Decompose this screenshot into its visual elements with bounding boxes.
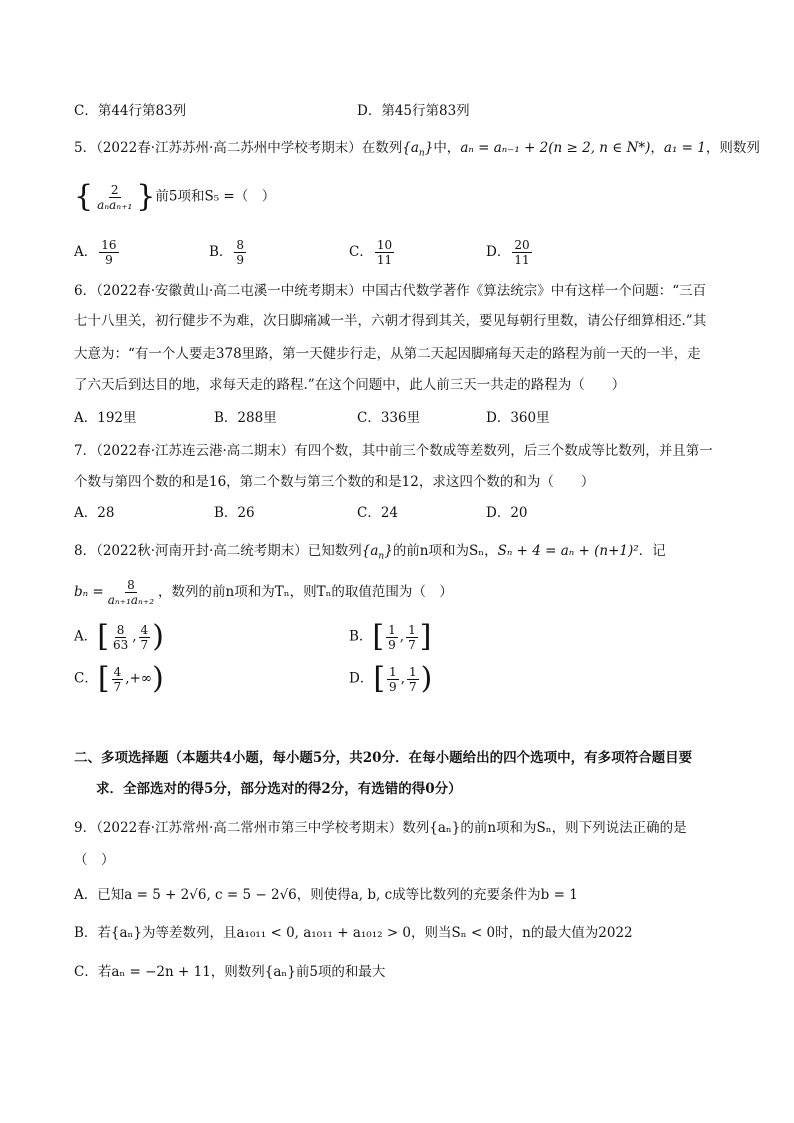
q4-option-c: C．第44行第83列 xyxy=(74,103,187,119)
q6-line3: 大意为：“有一个人要走378里路，第一天健步行走，从第二天起因脚痛每天走的路程为前一天的一半，走 xyxy=(74,346,701,362)
fraction-numerator: 20 xyxy=(514,238,530,252)
q5-frac-num: 2 xyxy=(110,182,119,197)
option-label: B． xyxy=(209,244,233,260)
interval-bound-fraction xyxy=(406,623,418,652)
fraction-numerator: 4 xyxy=(140,622,149,637)
interval-close-bracket: ] xyxy=(419,619,432,654)
fraction-denominator: 9 xyxy=(389,679,397,694)
q4-option-d: D．第45行第83列 xyxy=(357,103,470,119)
q8-option-a xyxy=(74,619,164,654)
option-label: A． xyxy=(74,244,98,260)
q8-formula: Sₙ + 4 = aₙ + (n+1)² xyxy=(497,543,639,559)
interval-bound-fraction xyxy=(139,623,151,652)
q9-option-c: C．若aₙ = −2n + 11，则数列{aₙ}前5项的和最大 xyxy=(74,964,386,980)
q6-option-c: C．336里 xyxy=(357,410,421,426)
fraction-denominator: 11 xyxy=(376,253,393,267)
q6-line4: 了六天后到达目的地，求每天走的路程.”在这个问题中，此人前三天一共走的路程为（ ） xyxy=(74,377,626,393)
option-fraction xyxy=(375,238,394,267)
fraction-denominator: 9 xyxy=(105,253,113,267)
q5-recurrence: aₙ = aₙ₋₁ + 2(n ≥ 2, n ∈ N*) xyxy=(460,140,651,156)
q7-line2: 个数与第四个数的和是16，第二个数与第三个数的和是12，求这四个数的和为（ ） xyxy=(74,474,595,490)
q9-option-b: B．若{aₙ}为等差数列，且a₁₀₁₁ < 0, a₁₀₁₁ + a₁₀₁₂ > 0，则当Sₙ < 0时，n的最大值为2022 xyxy=(74,925,633,941)
option-label: D． xyxy=(349,670,374,687)
q8-line2-tail: ，数列的前n项和为Tₙ，则Tₙ的取值范围为（ ） xyxy=(158,584,453,600)
q6-line1: 6．（2022春·安徽黄山·高二屯溪一中统考期末）中国古代数学著作《算法统宗》中有这样一个问题：“三百 xyxy=(74,283,707,299)
q7-option-b: B．26 xyxy=(214,505,255,521)
fraction-denominator: 7 xyxy=(140,637,149,652)
q6-option-a: A．192里 xyxy=(74,410,137,426)
q5-option-a xyxy=(74,238,121,267)
q8-bn-num: 8 xyxy=(127,578,135,592)
interval-close-bracket: ) xyxy=(152,661,164,696)
interval-bound-fraction xyxy=(407,665,419,694)
q5-option-d xyxy=(486,238,534,267)
fraction-numerator: 1 xyxy=(389,664,397,679)
q8-option-b xyxy=(349,619,432,654)
interval-open-bracket: [ xyxy=(97,661,110,696)
q8-bn-lhs: bₙ = xyxy=(74,584,104,600)
q7-option-a: A．28 xyxy=(74,505,115,521)
q6-line2: 七十八里关，初行健步不为难，次日脚痛减一半，六朝才得到其关，要见每朝行里数，请公仔细算相还.”其 xyxy=(74,313,707,329)
q5-stem-suffix: ，则数列 xyxy=(705,140,760,156)
interval-close-bracket: ) xyxy=(152,619,164,654)
option-label: C． xyxy=(74,670,98,687)
interval-comma: , xyxy=(125,670,130,687)
q8-line2 xyxy=(74,578,453,607)
interval-open-bracket: [ xyxy=(97,619,109,654)
option-fraction xyxy=(99,238,118,267)
option-fraction xyxy=(512,238,531,267)
interval-bound-fraction xyxy=(387,665,399,694)
q7-option-c: C．24 xyxy=(357,505,399,521)
interval-close-bracket: ) xyxy=(420,661,433,696)
option-label: B． xyxy=(349,628,373,645)
q5-fraction xyxy=(95,183,134,212)
interval-bound: +∞ xyxy=(129,670,153,687)
fraction-denominator: 7 xyxy=(408,637,416,652)
section2-header-line2: 求．全部选对的得5分，部分选对的得2分，有选错的得0分） xyxy=(96,781,462,797)
q5-stem-tail: 前5项和S₅ =（ ） xyxy=(155,188,276,205)
fraction-numerator: 4 xyxy=(113,664,122,679)
option-label: C． xyxy=(349,244,373,260)
q8-line1-tail: ．记 xyxy=(638,543,666,559)
fraction-denominator: 11 xyxy=(514,253,530,267)
fraction-numerator: 1 xyxy=(408,664,417,679)
q5-frac-den: aₙaₙ₊₁ xyxy=(97,197,133,212)
fraction-numerator: 10 xyxy=(376,238,393,252)
q9-line2: （ ） xyxy=(74,852,115,868)
interval-comma: , xyxy=(132,628,137,645)
q8-line1-prefix: 8．（2022秋·河南开封·高二统考期末）已知数列 xyxy=(74,543,362,559)
fraction-numerator: 8 xyxy=(116,622,125,637)
interval-open-bracket: [ xyxy=(372,619,385,654)
interval-bound-fraction xyxy=(111,623,130,652)
q5-stem-line1: 5．（2022春·江苏苏州·高二苏州中学校考期末）在数列$\{a_n\}$中，aₙ = aₙ₋₁ + 2(n ≥ 2, n ∈ N*)，a₁ = 1，则数列 xyxy=(74,140,760,159)
option-label: D． xyxy=(486,244,511,260)
q7-line1: 7．（2022春·江苏连云港·高二期末）有四个数，其中前三个数成等差数列，后三个数成等比数列，并且第一 xyxy=(74,443,713,459)
q8-bn-fraction xyxy=(106,578,156,607)
fraction-numerator: 1 xyxy=(388,622,396,637)
interval-bound-fraction xyxy=(386,623,398,652)
interval-comma: , xyxy=(399,628,405,645)
q8-line1: 8．（2022秋·河南开封·高二统考期末）已知数列$\{a_n\}$的前n项和为Sₙ，Sₙ + 4 = aₙ + (n+1)²．记 xyxy=(74,543,666,562)
q6-option-b: B．288里 xyxy=(214,410,277,426)
q5-stem-mid: 中， xyxy=(433,140,461,156)
section2-header-line1: 二、多项选择题（本题共4小题，每小题5分，共20分．在每小题给出的四个选项中，有多项符合题目要 xyxy=(74,750,693,766)
interval-comma: , xyxy=(400,670,405,687)
q8-bn-den: aₙ₊₁aₙ₊₂ xyxy=(107,593,155,607)
fraction-numerator: 16 xyxy=(101,238,117,252)
q5-option-c xyxy=(349,238,396,267)
q5-stem-prefix: 5．（2022春·江苏苏州·高二苏州中学校考期末）在数列 xyxy=(74,140,403,156)
q8-line1-mid: 的前n项和为Sₙ， xyxy=(392,543,498,559)
interval-open-bracket: [ xyxy=(373,661,386,696)
q5-stem-line2: { $\frac{2}{\text{aₙaₙ₊₁}}$ }前5项和S₅ =（ ） xyxy=(74,179,276,214)
q6-option-d: D．360里 xyxy=(486,410,550,426)
fraction-denominator: 9 xyxy=(388,637,396,652)
q7-option-d: D．20 xyxy=(486,505,528,521)
fraction-denominator: 9 xyxy=(236,253,245,267)
interval-bound-fraction xyxy=(112,665,124,694)
q8-option-d xyxy=(349,661,433,696)
fraction-denominator: 7 xyxy=(408,679,417,694)
fraction-denominator: 7 xyxy=(113,679,122,694)
q9-option-a: A．已知a = 5 + 2√6, c = 5 − 2√6，则使得a, b, c成等比数列的充要条件为b = 1 xyxy=(74,887,578,903)
q5-init: a₁ = 1 xyxy=(663,140,706,156)
q9-line1: 9．（2022春·江苏常州·高二常州市第三中学校考期末）数列{aₙ}的前n项和为Sₙ，则下列说法正确的是 xyxy=(74,820,687,836)
fraction-numerator: 8 xyxy=(236,238,245,252)
option-fraction xyxy=(234,238,246,267)
fraction-denominator: 63 xyxy=(112,637,129,652)
q5-option-b xyxy=(209,238,248,267)
option-label: A． xyxy=(74,628,98,645)
q8-option-c xyxy=(74,661,164,696)
fraction-numerator: 1 xyxy=(408,622,416,637)
